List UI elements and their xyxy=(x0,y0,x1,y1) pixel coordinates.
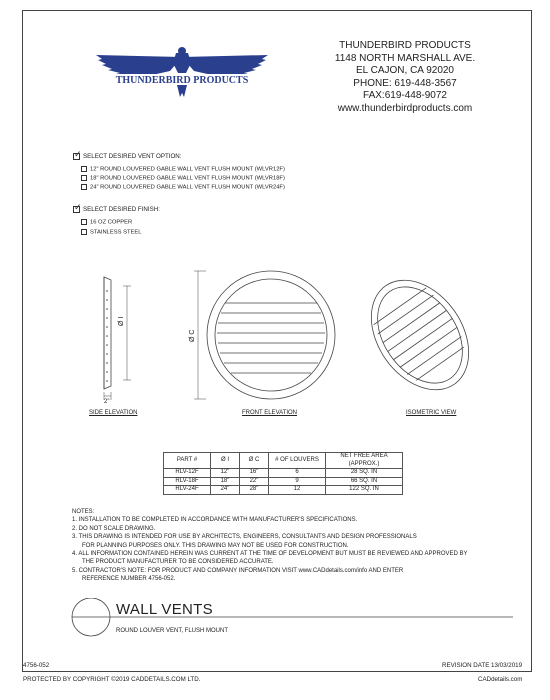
front-elevation-label: FRONT ELEVATION xyxy=(242,410,298,416)
table-cell: RLV-24F xyxy=(164,486,211,495)
vent-option-12[interactable]: 12" ROUND LOUVERED GABLE WALL VENT FLUSH MOUNT (WLVR12F) xyxy=(81,166,285,173)
table-header: # OF LOUVERS xyxy=(269,453,326,469)
table-cell: 66 SQ. IN xyxy=(326,477,403,486)
table-header-sub: (APPROX.) xyxy=(326,461,403,469)
notes-block xyxy=(72,508,468,584)
company-fax: FAX:619-448-9072 xyxy=(363,90,447,101)
vent-option-heading: ✓ SELECT DESIRED VENT OPTION: xyxy=(74,149,182,161)
dim-side-label: Ø I xyxy=(118,316,125,326)
table-header-row xyxy=(164,453,403,461)
drawing-title: WALL VENTS xyxy=(116,601,213,618)
table-cell: 6 xyxy=(269,469,326,478)
revision-date: REVISION DATE 13/03/2019 xyxy=(442,662,523,669)
drawing-subtitle: ROUND LOUVER VENT, FLUSH MOUNT xyxy=(116,628,229,634)
side-elevation-label: SIDE ELEVATION xyxy=(89,410,138,416)
table-row xyxy=(164,477,403,486)
isometric-view-label: ISOMETRIC VIEW xyxy=(406,410,457,416)
dim-front-label: Ø C xyxy=(189,329,196,342)
table-cell: 12" xyxy=(211,469,240,478)
table-row xyxy=(164,486,403,495)
table-cell: 24" xyxy=(211,486,240,495)
isometric-view-drawing xyxy=(351,262,489,408)
company-address: 1148 NORTH MARSHALL AVE. xyxy=(334,52,476,64)
table-cell: 22" xyxy=(240,477,269,486)
caddetails-brand[interactable]: CADdetails.com xyxy=(478,676,523,683)
vent-option-18[interactable]: 18" ROUND LOUVERED GABLE WALL VENT FLUSH MOUNT (WLVR18F) xyxy=(81,175,285,182)
note-line: FOR PLANNING PURPOSES ONLY. THIS DRAWING MAY NOT BE USED FOR CONSTRUCTION. xyxy=(82,542,349,549)
note-line: REFERENCE NUMBER 4756-052. xyxy=(82,576,176,583)
table-header: Ø I xyxy=(211,453,240,469)
logo-text: THUNDERBIRD PRODUCTS xyxy=(115,75,249,86)
vent-option-checkbox[interactable]: ✓ xyxy=(74,149,82,159)
table-header: Ø C xyxy=(240,453,269,469)
parts-table xyxy=(163,452,403,495)
table-cell: 18" xyxy=(211,477,240,486)
reference-number: 4756-052 xyxy=(23,662,50,669)
table-cell: 122 SQ. IN xyxy=(326,486,403,495)
company-city: EL CAJON, CA 92020 xyxy=(355,65,454,76)
front-elevation-drawing xyxy=(194,271,335,399)
note-line: 1. INSTALLATION TO BE COMPLETED IN ACCORDANCE WITH MANUFACTURER'S SPECIFICATIONS. xyxy=(72,517,358,524)
dim-depth-label: 2" xyxy=(104,399,110,405)
table-header: NET FREE AREA xyxy=(326,453,403,461)
note-line: 5. CONTRACTOR'S NOTE: FOR PRODUCT AND COMPANY INFORMATION VISIT www.CADdetails.com/info AND ENTER xyxy=(72,567,404,574)
table-cell: 28 SQ. IN xyxy=(326,469,403,478)
table-cell: RLV-12F xyxy=(164,469,211,478)
note-line: 3. THIS DRAWING IS INTENDED FOR USE BY ARCHITECTS, ENGINEERS, CONSULTANTS AND DESIGN PROFESSIONALS xyxy=(72,534,417,541)
table-cell: 9 xyxy=(269,477,326,486)
note-line: THE PRODUCT MANUFACTURER TO BE CONSIDERED ACCURATE. xyxy=(82,559,274,566)
table-cell: 12 xyxy=(269,486,326,495)
finish-option-checkbox[interactable]: ✓ xyxy=(74,202,82,212)
table-cell: RLV-18F xyxy=(164,477,211,486)
company-website[interactable]: www.thunderbirdproducts.com xyxy=(337,102,473,114)
notes-heading: NOTES: xyxy=(72,509,95,515)
vent-option-24[interactable]: 24" ROUND LOUVERED GABLE WALL VENT FLUSH MOUNT (WLVR24F) xyxy=(81,184,285,191)
table-cell: 16" xyxy=(240,469,269,478)
company-phone: PHONE: 619-448-3567 xyxy=(353,77,457,89)
copyright-text: PROTECTED BY COPYRIGHT ©2019 CADDETAILS.COM LTD. xyxy=(23,676,201,683)
company-name: THUNDERBIRD PRODUCTS xyxy=(339,40,471,51)
table-row xyxy=(164,469,403,478)
note-line: 2. DO NOT SCALE DRAWING. xyxy=(72,525,156,532)
table-cell: 28" xyxy=(240,486,269,495)
finish-stainless[interactable]: STAINLESS STEEL xyxy=(81,229,141,236)
side-elevation-drawing xyxy=(104,277,131,400)
finish-copper[interactable]: 16 OZ COPPER xyxy=(81,219,132,226)
finish-option-heading: ✓ SELECT DESIRED FINISH: xyxy=(74,202,160,214)
table-header: PART # xyxy=(164,453,211,469)
note-line: 4. ALL INFORMATION CONTAINED HEREIN WAS CURRENT AT THE TIME OF DEVELOPMENT BUT MUST BE REVIEWED AND APPROVED BY xyxy=(72,551,468,558)
